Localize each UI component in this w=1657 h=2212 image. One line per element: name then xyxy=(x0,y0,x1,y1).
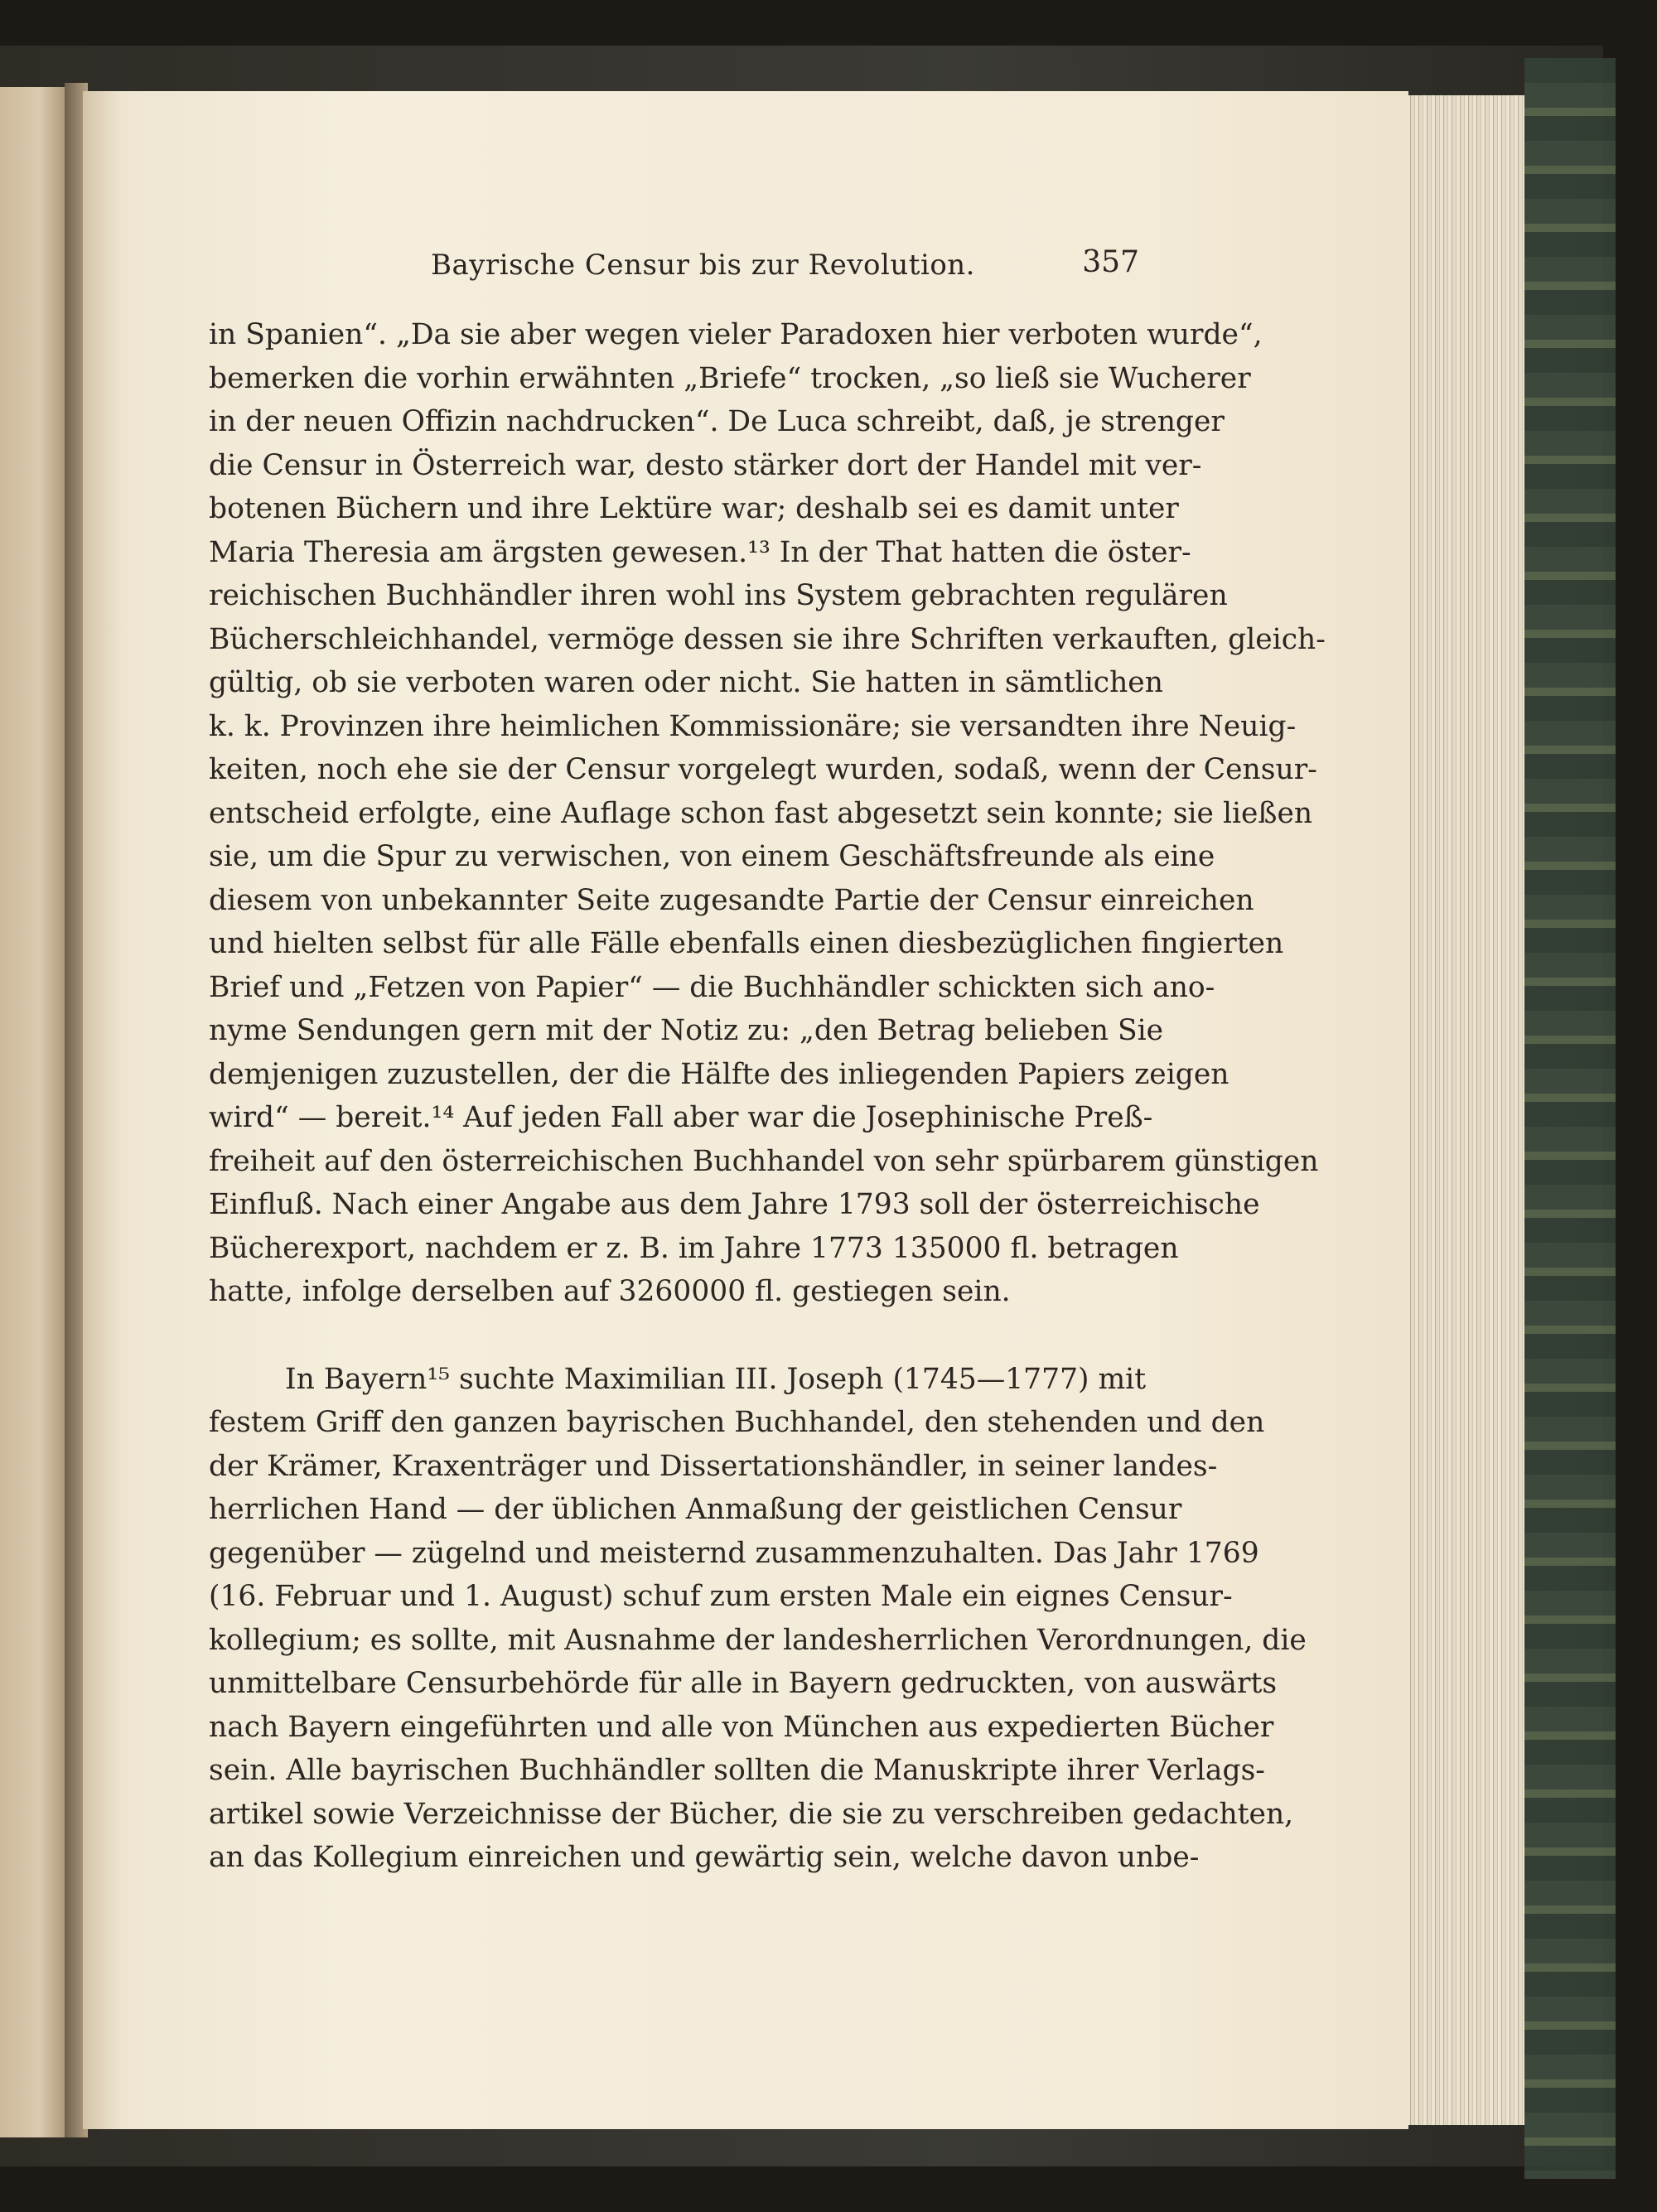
page-number: 357 xyxy=(1082,245,1139,279)
text-line: festem Griff den ganzen bayrischen Buchhandel, den stehenden und den xyxy=(209,1406,1265,1439)
text-line: in Spanien“. „Da sie aber wegen vieler Paradoxen hier verboten wurde“, xyxy=(209,318,1263,351)
cover-marbled-edge xyxy=(1524,58,1616,2179)
page-body xyxy=(209,313,1326,1880)
left-page-edge xyxy=(0,87,70,2137)
text-line: sein. Alle bayrischen Buchhändler sollten die Manuskripte ihrer Verlags- xyxy=(209,1754,1265,1787)
text-line: unmittelbare Censurbehörde für alle in Bayern gedruckten, von auswärts xyxy=(209,1667,1278,1700)
text-line: wird“ — bereit.¹⁴ Auf jeden Fall aber war die Josephinische Preß- xyxy=(209,1101,1153,1134)
text-line: gegenüber — zügelnd und meisternd zusammenzuhalten. Das Jahr 1769 xyxy=(209,1536,1259,1570)
text-line: Bücherschleichhandel, vermöge dessen sie ihre Schriften verkauften, gleich- xyxy=(209,622,1326,656)
paragraph-2 xyxy=(209,1358,1307,1880)
page-block-edges xyxy=(1407,95,1524,2125)
text-line: k. k. Provinzen ihre heimlichen Kommissionäre; sie versandten ihre Neuig- xyxy=(209,709,1297,743)
text-line: Einfluß. Nach einer Angabe aus dem Jahre 1793 soll der österreichische xyxy=(209,1188,1260,1221)
text-line: und hielten selbst für alle Fälle ebenfalls einen diesbezüglichen fingierten xyxy=(209,927,1284,960)
text-line: herrlichen Hand — der üblichen Anmaßung der geistlichen Censur xyxy=(209,1493,1182,1526)
text-line: diesem von unbekannter Seite zugesandte Partie der Censur einreichen xyxy=(209,883,1254,917)
text-line: die Censur in Österreich war, desto stärker dort der Handel mit ver- xyxy=(209,448,1202,482)
text-line: der Krämer, Kraxenträger und Dissertationshändler, in seiner landes- xyxy=(209,1449,1218,1483)
text-line: freiheit auf den österreichischen Buchhandel von sehr spürbarem günstigen xyxy=(209,1144,1319,1178)
text-line: entscheid erfolgte, eine Auflage schon fast abgesetzt sein konnte; sie ließen xyxy=(209,796,1313,830)
text-line: sie, um die Spur zu verwischen, von einem Geschäftsfreunde als eine xyxy=(209,840,1215,873)
text-line: gültig, ob sie verboten waren oder nicht. Sie hatten in sämtlichen xyxy=(209,666,1163,699)
text-line: hatte, infolge derselben auf 3260000 fl. gestiegen sein. xyxy=(209,1275,1011,1308)
text-line: Bücherexport, nachdem er z. B. im Jahre 1773 135000 fl. betragen xyxy=(209,1231,1179,1265)
text-line: (16. Februar und 1. August) schuf zum ersten Male ein eignes Censur- xyxy=(209,1580,1233,1613)
paragraph-gap xyxy=(209,1314,1143,1358)
paragraph-1 xyxy=(209,313,1326,1314)
text-line: keiten, noch ehe sie der Censur vorgelegt wurden, sodaß, wenn der Censur- xyxy=(209,753,1317,786)
text-line: bemerken die vorhin erwähnten „Briefe“ trocken, „so ließ sie Wucherer xyxy=(209,361,1251,395)
text-line: demjenigen zuzustellen, der die Hälfte des inliegenden Papiers zeigen xyxy=(209,1057,1229,1091)
text-line: kollegium; es sollte, mit Ausnahme der landesherrlichen Verordnungen, die xyxy=(209,1623,1307,1657)
text-line: nyme Sendungen gern mit der Notiz zu: „den Betrag belieben Sie xyxy=(209,1014,1164,1047)
text-line: nach Bayern eingeführten und alle von München aus expedierten Bücher xyxy=(209,1710,1274,1744)
text-line: reichischen Buchhändler ihren wohl ins System gebrachten regulären xyxy=(209,579,1228,612)
text-line: In Bayern¹⁵ suchte Maximilian III. Joseph (1745—1777) mit xyxy=(285,1362,1147,1396)
text-line: Brief und „Fetzen von Papier“ — die Buchhändler schickten sich ano- xyxy=(209,970,1215,1004)
text-line: in der neuen Offizin nachdrucken“. De Luca schreibt, daß, je strenger xyxy=(209,405,1225,438)
text-line: artikel sowie Verzeichnisse der Bücher, die sie zu verschreiben gedachten, xyxy=(209,1797,1294,1831)
text-line: an das Kollegium einreichen und gewärtig sein, welche davon unbe- xyxy=(209,1841,1200,1874)
text-line: botenen Büchern und ihre Lektüre war; deshalb sei es damit unter xyxy=(209,492,1179,525)
running-title: Bayrische Censur bis zur Revolution. xyxy=(431,249,975,282)
text-line: Maria Theresia am ärgsten gewesen.¹³ In der That hatten die öster- xyxy=(209,535,1191,569)
